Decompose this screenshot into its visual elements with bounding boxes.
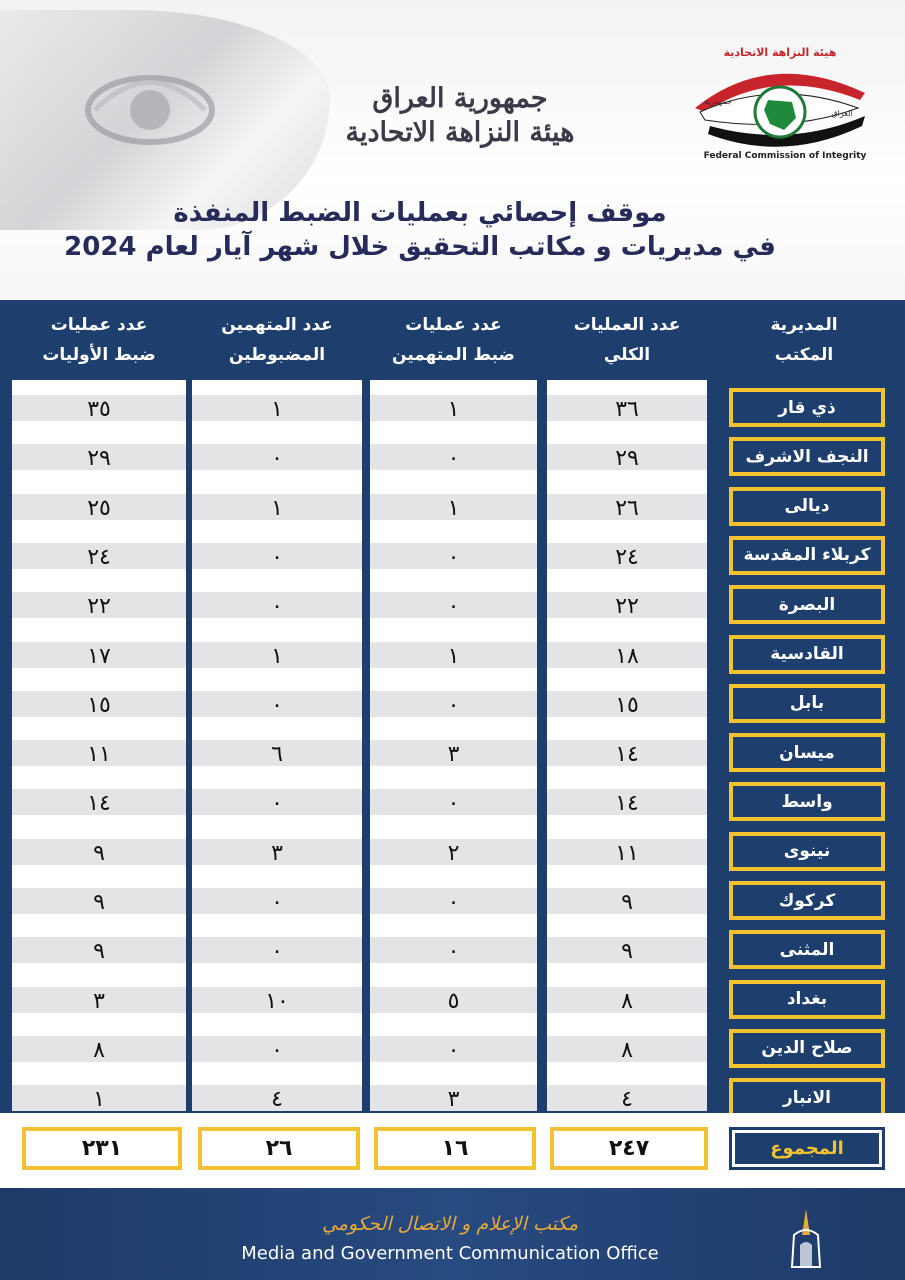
cell-total: ٢٤ <box>615 544 639 570</box>
commission-logo-icon <box>680 38 880 168</box>
cell-primary-operations: ٣٥ <box>87 397 111 422</box>
cell-suspect-operations: ١ <box>447 495 460 521</box>
row-name-box: الانبار <box>729 1078 885 1117</box>
cell-primary-operations: ٢٢ <box>87 594 111 620</box>
cell-primary-operations: ١٧ <box>87 643 111 669</box>
cell-suspect-operations: ١ <box>447 397 460 422</box>
cell-total: ١٨ <box>615 643 639 669</box>
cell-primary-operations: ٨ <box>93 1037 105 1063</box>
cell-total: ١٥ <box>615 692 639 718</box>
row-name-box: المثنى <box>729 930 885 969</box>
column-header-total: عدد العمليات الكلي <box>573 315 681 365</box>
cell-suspect-operations: ٣ <box>447 1087 460 1113</box>
cell-total: ٢٦ <box>615 495 639 521</box>
cell-total: ٢٢ <box>615 594 639 620</box>
cell-suspect-operations: ٠ <box>447 446 460 472</box>
total-label: المجموع <box>735 1133 879 1164</box>
cell-primary-operations: ٣ <box>93 988 105 1014</box>
cell-suspects: ٠ <box>271 939 283 965</box>
cell-suspect-operations: ٣ <box>447 742 460 768</box>
logo-english-caption: Federal Commission of Integrity <box>703 151 867 161</box>
monument-emblem-icon <box>786 1205 826 1275</box>
cell-suspects: ٠ <box>271 890 283 915</box>
cell-total: ٣٦ <box>615 397 639 422</box>
report-headline <box>60 196 780 264</box>
row-name-box: القادسية <box>729 635 885 674</box>
logo-side-text-2: العراق <box>831 109 853 118</box>
cell-suspects: ١ <box>271 397 283 422</box>
cell-suspect-operations: ٠ <box>447 544 460 570</box>
column-header-primary-operations: عدد عمليات ضبط الأوليات <box>42 315 156 365</box>
cell-primary-operations: ٢٥ <box>87 495 111 521</box>
cell-primary-operations: ٩ <box>93 840 105 866</box>
row-name-box: بابل <box>729 684 885 723</box>
cell-suspects: ٠ <box>271 791 283 817</box>
cell-total: ٩ <box>621 939 633 965</box>
row-name-box: النجف الاشرف <box>729 437 885 476</box>
column-header-name: المديرية المكتب <box>770 315 838 365</box>
cell-primary-operations: ٩ <box>93 890 105 915</box>
cell-suspect-operations: ٠ <box>447 594 460 620</box>
cell-suspects: ٤ <box>271 1087 283 1113</box>
government-title <box>320 82 600 150</box>
row-name-box: نينوى <box>729 832 885 871</box>
cell-total: ١٤ <box>615 742 639 768</box>
cell-suspect-operations: ١ <box>447 643 460 669</box>
row-name-box: كربلاء المقدسة <box>729 536 885 575</box>
cell-suspect-operations: ٢ <box>447 840 460 866</box>
cell-primary-operations: ١ <box>93 1087 105 1113</box>
headline-line-1: موقف إحصائي بعمليات الضبط المنفذة <box>173 198 667 228</box>
cell-total: ١٤ <box>615 791 639 817</box>
total-primary-operations: ٢٣١ <box>22 1127 182 1170</box>
cell-primary-operations: ٢٤ <box>87 544 111 570</box>
row-name-box: ميسان <box>729 733 885 772</box>
column-header-suspect-operations: عدد عمليات ضبط المتهمين <box>392 315 515 365</box>
cell-suspect-operations: ٠ <box>447 1037 460 1063</box>
cell-primary-operations: ١٥ <box>87 692 111 718</box>
cell-primary-operations: ١١ <box>87 742 111 768</box>
logo-arabic-caption: هيئة النزاهة الاتحادية <box>723 46 837 59</box>
cell-suspect-operations: ٠ <box>447 692 460 718</box>
cell-total: ٤ <box>621 1087 633 1113</box>
cell-suspect-operations: ٥ <box>447 988 460 1014</box>
cell-total: ٩ <box>621 890 633 915</box>
footer-office-arabic: مكتب الإعلام و الاتصال الحكومي <box>321 1213 579 1235</box>
row-name-box: واسط <box>729 782 885 821</box>
cell-suspects: ٠ <box>271 1037 283 1063</box>
header <box>0 0 905 300</box>
cell-suspects: ١ <box>271 495 283 521</box>
row-name-box: كركوك <box>729 881 885 920</box>
row-name-box: بغداد <box>729 980 885 1019</box>
total-suspect-operations: ١٦ <box>374 1127 536 1170</box>
country-name: جمهورية العراق <box>372 83 548 114</box>
faded-logo-icon <box>75 55 225 165</box>
cell-suspects: ٠ <box>271 446 283 472</box>
cell-total: ٨ <box>621 1037 633 1063</box>
total-all-operations: ٢٤٧ <box>550 1127 708 1170</box>
cell-total: ٨ <box>621 988 633 1014</box>
logo-side-text-1: جمهورية <box>704 97 732 106</box>
column-header-suspects: عدد المتهمين المضبوطين <box>221 315 333 365</box>
cell-total: ١١ <box>615 840 639 866</box>
cell-suspects: ٣ <box>271 840 283 866</box>
cell-suspect-operations: ٠ <box>447 890 460 915</box>
cell-suspects: ١ <box>271 643 283 669</box>
row-name-box: ديالى <box>729 487 885 526</box>
cell-primary-operations: ١٤ <box>87 791 111 817</box>
cell-suspect-operations: ٠ <box>447 791 460 817</box>
commission-name: هيئة النزاهة الاتحادية <box>345 117 575 148</box>
row-name-box: صلاح الدين <box>729 1029 885 1068</box>
footer-office-english: Media and Government Communication Office <box>241 1243 659 1264</box>
cell-primary-operations: ٩ <box>93 939 105 965</box>
headline-line-2: في مديريات و مكاتب التحقيق خلال شهر آيار لعام 2024 <box>64 232 776 262</box>
row-name-box: ذي قار <box>729 388 885 427</box>
cell-suspects: ٠ <box>271 692 283 718</box>
row-name-box: البصرة <box>729 585 885 624</box>
cell-suspects: ٦ <box>271 742 283 768</box>
cell-suspects: ١٠ <box>265 988 289 1014</box>
cell-suspects: ٠ <box>271 594 283 620</box>
cell-suspect-operations: ٠ <box>447 939 460 965</box>
cell-primary-operations: ٢٩ <box>87 446 111 472</box>
cell-total: ٢٩ <box>615 446 639 472</box>
cell-suspects: ٠ <box>271 544 283 570</box>
total-label-box <box>729 1127 885 1170</box>
total-suspects: ٢٦ <box>198 1127 360 1170</box>
